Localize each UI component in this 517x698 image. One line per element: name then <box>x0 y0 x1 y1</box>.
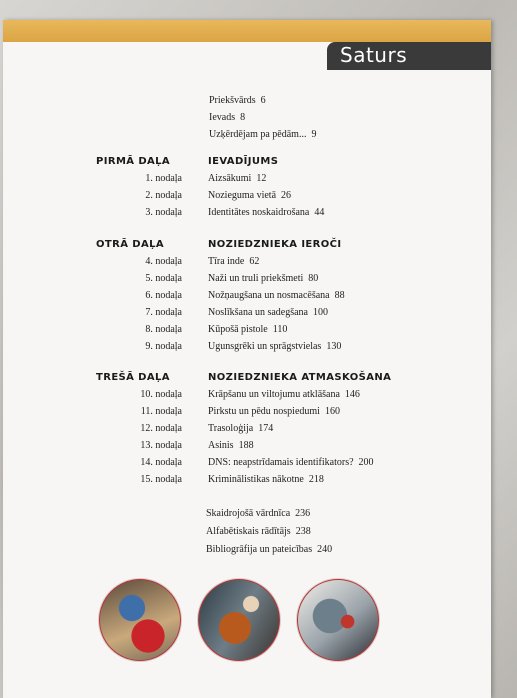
part-label: PIRMĀ DAĻA <box>96 156 171 167</box>
top-color-band <box>3 20 491 42</box>
chapter-row: 15. nodaļa Kriminālistikas nākotne 218 <box>140 474 324 485</box>
part-title: IEVADĪJUMS <box>208 156 279 167</box>
title-tab <box>327 42 491 70</box>
chapter-row: 6. nodaļa Nožņaugšana un nosmacēšana 88 <box>145 290 345 301</box>
book-page <box>3 20 491 698</box>
chapter-row: 13. nodaļa Asinis 188 <box>140 440 254 451</box>
chapter-row: 1. nodaļa Aizsākumi 12 <box>145 173 267 184</box>
crime-scene-photo <box>297 579 379 661</box>
chapter-row: 9. nodaļa Ugunsgrēki un sprāgstvielas 130 <box>145 341 342 352</box>
chapter-row: 12. nodaļa Trasoloģija 174 <box>140 423 274 434</box>
part-title: NOZIEDZNIEKA ATMASKOŠANA <box>208 372 392 383</box>
chapter-row: 11. nodaļa Pirkstu un pēdu nospiedumi 160 <box>140 406 340 417</box>
appendix-entry: Skaidrojošā vārdnīca 236 <box>206 508 311 519</box>
part-title: NOZIEDZNIEKA IEROČI <box>208 239 342 250</box>
chapter-row: 10. nodaļa Krāpšanu un viltojumu atklāšana 146 <box>140 389 360 400</box>
chapter-row: 4. nodaļa Tīra inde 62 <box>145 256 260 267</box>
chapter-row: 7. nodaļa Noslīkšana un sadegšana 100 <box>145 307 328 318</box>
part-label: TREŠĀ DAĻA <box>96 372 170 383</box>
appendix-list <box>206 505 332 559</box>
crime-scene-photo <box>198 579 280 661</box>
chapter-row: 3. nodaļa Identitātes noskaidrošana 44 <box>145 207 325 218</box>
intro-list <box>209 92 316 143</box>
intro-entry: Ievads 8 <box>209 112 246 123</box>
part-label: OTRĀ DAĻA <box>96 239 164 250</box>
appendix-entry: Bibliogrāfija un pateicības 240 <box>206 544 333 555</box>
intro-entry: Priekšvārds 6 <box>209 95 266 106</box>
chapter-row: 14. nodaļa DNS: neapstrīdamais identifikators? 200 <box>140 457 374 468</box>
appendix-entry: Alfabētiskais rādītājs 238 <box>206 526 311 537</box>
chapter-row: 8. nodaļa Kūpošā pistole 110 <box>145 324 288 335</box>
intro-entry: Uzķērdējam pa pēdām... 9 <box>209 129 317 140</box>
chapter-row: 5. nodaļa Naži un truli priekšmeti 80 <box>145 273 319 284</box>
crime-scene-photo <box>99 579 181 661</box>
chapter-row: 2. nodaļa Nozieguma vietā 26 <box>145 190 292 201</box>
page-title: Saturs <box>340 43 408 67</box>
